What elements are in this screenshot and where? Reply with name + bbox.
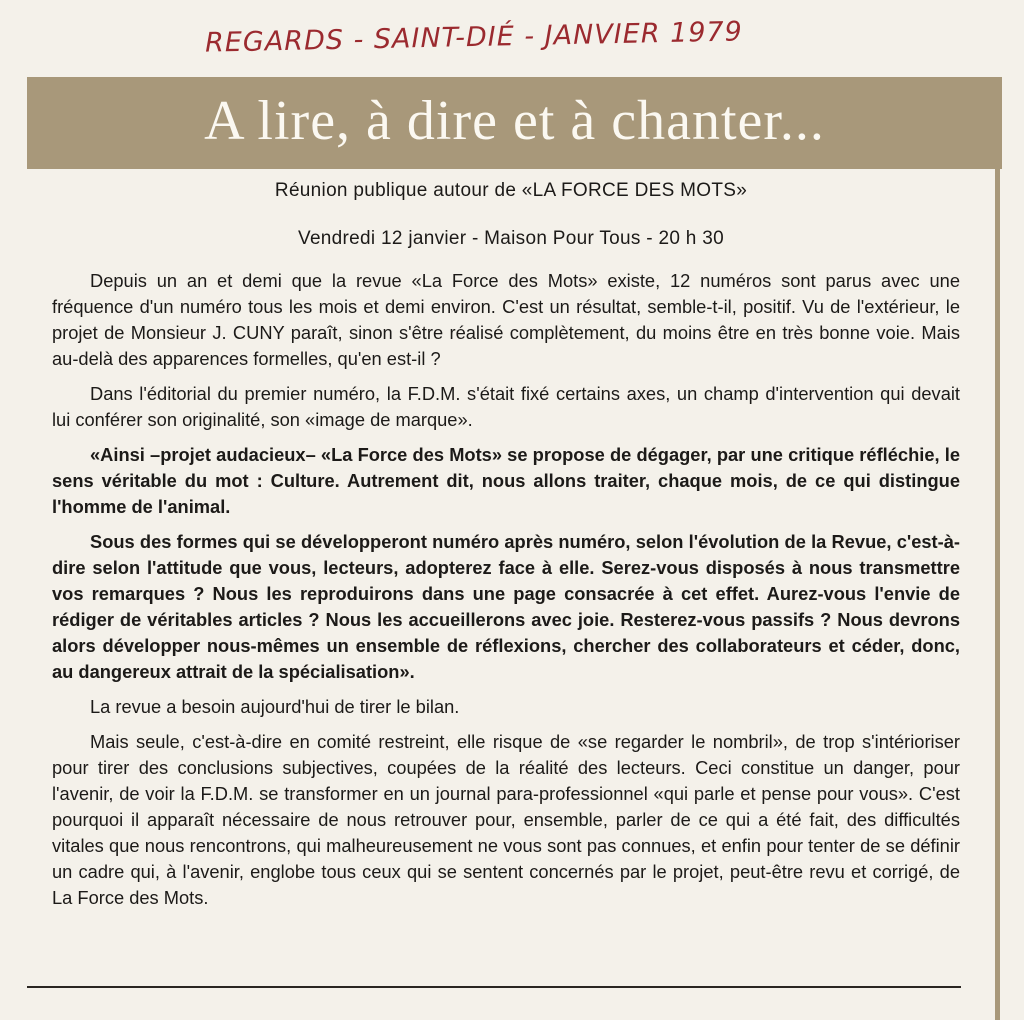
title-banner xyxy=(27,77,1002,169)
paragraph-3-quote: «Ainsi –projet audacieux– «La Force des Mots» se propose de dégager, par une critique réfléchie, le sens véritable du mot : Culture. Autrement dit, nous allons traiter, chaque mois, de ce qui distingue l'homme de l'animal. xyxy=(52,444,960,517)
paragraph-5: La revue a besoin aujourd'hui de tirer le bilan. xyxy=(90,696,460,717)
paragraph-4-quote: Sous des formes qui se développeront numéro après numéro, selon l'évolution de la Revue, c'est-à-dire selon l'attitude que vous, lecteurs, adopterez face à elle. Serez-vous disposés à nous transmettre vos remarques ? Nous les reproduirons dans une page consacrée à cet effet. Aurez-vous l'envie de rédiger de véritables articles ? Nous les accueillerons avec joie. Resterez-vous passifs ? Nous devrons alors développer nous-mêmes un ensemble de réflexions, chercher des collaborateurs et céder, donc, au dangereux attrait de la spécialisation». xyxy=(52,531,960,682)
event-subtitle: Réunion publique autour de «LA FORCE DES MOTS» xyxy=(274,180,748,201)
bottom-rule xyxy=(27,986,961,988)
right-border-rule xyxy=(995,169,1000,1020)
article-title: A lire, à dire et à chanter... xyxy=(204,90,825,152)
paragraph-2: Dans l'éditorial du premier numéro, la F.D.M. s'était fixé certains axes, un champ d'intervention qui devait lui conférer son originalité, son «image de marque». xyxy=(52,383,960,430)
paragraph-1: Depuis un an et demi que la revue «La Force des Mots» existe, 12 numéros sont parus avec une fréquence d'un numéro tous les mois et demi environ. C'est un résultat, semble-t-il, positif. Vu de l'extérieur, le projet de Monsieur J. CUNY paraît, sinon s'être réalisé complètement, du moins être en très bonne voie. Mais au-delà des apparences formelles, qu'en est-il ? xyxy=(52,270,960,369)
handwritten-annotation: REGARDS - SAINT-DIÉ - JANVIER 1979 xyxy=(204,16,744,59)
article-body xyxy=(52,268,960,920)
paragraph-6: Mais seule, c'est-à-dire en comité restreint, elle risque de «se regarder le nombril», de trop s'intérioriser pour tirer des conclusions subjectives, coupées de la réalité des lecteurs. Ceci constitue un danger, pour l'avenir, de voir la F.D.M. se transformer en un journal para-professionnel «qui parle et pense pour vous». C'est pourquoi il apparaît nécessaire de nous retrouver pour, ensemble, parler de ce qui a été fait, des difficultés vitales que nous rencontrons, qui malheureusement ne vous sont pas connues, et enfin pour tenter de se définir un cadre qui, à l'avenir, englobe tous ceux qui se sentent concernés par le projet, peut-être revu et corrigé, de La Force des Mots. xyxy=(52,731,960,908)
event-details: Vendredi 12 janvier - Maison Pour Tous - 20 h 30 xyxy=(298,228,724,249)
